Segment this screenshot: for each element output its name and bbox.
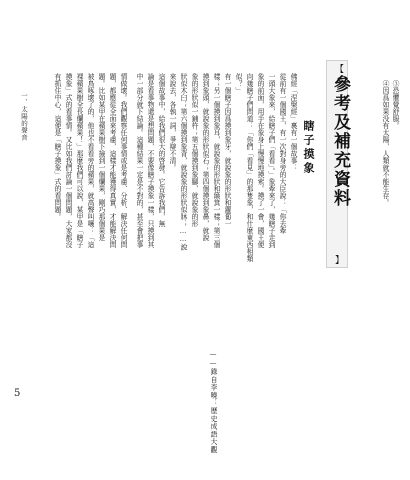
- body-column: 狀似木臼；第六個摸到象背，就說象的形狀似牀；……說: [179, 73, 187, 251]
- body-column: 向幾瞎子們問道：「你們「看見」的那隻象，和什麼東西相類: [245, 73, 253, 262]
- body-column: 樣；另一個摸到象耳，就說象的形狀和簸箕一樣；第三個: [212, 73, 220, 248]
- banner-bracket-open: 【: [335, 65, 345, 75]
- answer-item-4: ④因爲如果没有太陽，人類就不能生存。: [381, 80, 389, 206]
- body-column: 有抓住中心，這便是「瞎子摸象」式的看問題。: [53, 73, 61, 220]
- body-column: 一頭大象來，給瞎子們「看看」。」象牽來了，幾瞎子走到: [267, 73, 275, 249]
- running-head: 一、太陽的聲音: [20, 92, 28, 141]
- body-column: 這個故事中，給我們很大的啓發。它告訴我們，無: [157, 73, 165, 227]
- body-column: 論是看事物還是想問題，不要像瞎子摸象一樣，只摸到其: [146, 73, 154, 248]
- body-column: 題。比如某甲在蘋果樹下撿到一個爛果，剛巧那個果是: [97, 73, 105, 241]
- body-column: 摸象」式的看事情。又比如我們討論一個問題，大家都沒: [64, 73, 72, 248]
- body-column: 情做壞。我們觀察任何事情或是考慮、分析、解決任何問: [119, 73, 127, 248]
- body-column: 象的前面，用手在象身上慢慢地摸索。摸了一會，國王便: [256, 73, 264, 248]
- body-column: 佛經「涅槃經」裏有一個故事：: [289, 73, 297, 171]
- banner-title: 參考及補充資料: [330, 75, 350, 208]
- body-column: 中一部分就下結論。這種結果一定是不對的，甚至會把事: [135, 73, 143, 248]
- body-column: 從前有一個國王，有一次對身旁的大臣說：「你去牽: [278, 73, 286, 234]
- body-column: 被鳥啄壞了的，他也不看看旁的蘋果，就高聲叫嚷：「這: [86, 73, 94, 248]
- body-column: 來說去，各執一詞，爭辯不清。: [168, 73, 176, 171]
- body-column: 有一個瞎子因爲摸到象牙，就說象的形狀和蘿蔔一: [223, 73, 231, 227]
- body-column: 摸到象頭，就說象的形狀似石；第四個摸到象鼻，就說: [201, 73, 209, 241]
- body-column: 裸蘋果樹全長爛蘋果！」那麼我們可以說，某甲是「瞎子: [75, 73, 83, 248]
- page-number: 5: [14, 388, 21, 399]
- body-column: 似？」: [234, 73, 242, 94]
- banner-bracket-close: 】: [335, 256, 345, 266]
- answer-item-3: ③恐懼覺舒服。: [391, 80, 399, 129]
- source-byline: ——錄自李曉：歷史成語大觀: [209, 350, 217, 454]
- body-column: 象的形狀似一鋪杵；第五個摸到象腳，就說象的形: [190, 73, 198, 227]
- article-title: 瞎子摸象: [302, 120, 315, 176]
- body-column: 題，都應從全面來考慮，這樣才能獲得真實，才能解決問: [108, 73, 116, 248]
- section-banner: [326, 60, 348, 268]
